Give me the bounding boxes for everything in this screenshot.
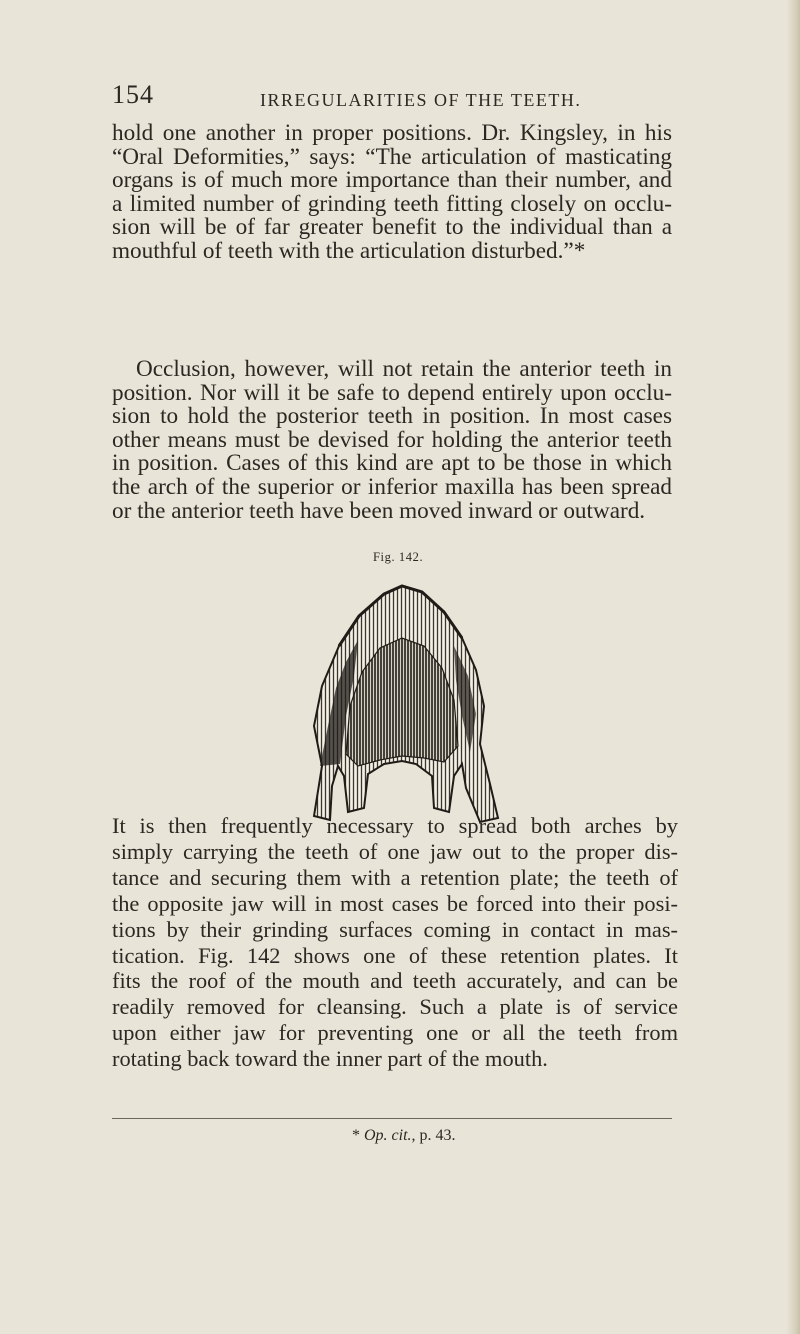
running-head: IRREGULARITIES OF THE TEETH.	[260, 90, 582, 110]
text-line: or the anterior teeth have been moved inward or outward.	[112, 497, 646, 524]
footnote-divider	[112, 1118, 672, 1119]
text-line: readily removed for cleansing. Such a plate is of service	[112, 994, 678, 1020]
text-line: sion to hold the posterior teeth in position. In most cases	[112, 403, 672, 430]
text-line: hold one another in proper positions. Dr. Kingsley, in his	[112, 120, 672, 146]
text-line: organs is of much more importance than their number, and	[112, 167, 672, 194]
footnote-page: , p. 43.	[411, 1127, 456, 1144]
page-header	[112, 80, 712, 120]
page-number: 154	[112, 80, 154, 109]
text-line: fits the roof of the mouth and teeth accurately, and can be	[112, 968, 678, 994]
text-line: tication. Fig. 142 shows one of these retention plates. It	[112, 942, 678, 968]
retention-plate-figure	[284, 576, 518, 826]
text-line: Occlusion, however, will not retain the anterior teeth in	[136, 356, 672, 382]
paragraph-2	[112, 358, 672, 523]
figure-caption: Fig. 142.	[373, 550, 424, 564]
text-line: other means must be devised for holding the anterior teeth	[112, 426, 672, 453]
text-line: simply carrying the teeth of one jaw out to the proper dis-	[112, 838, 678, 864]
text-line: It is then frequently necessary to spread both arches by	[112, 813, 678, 838]
text-line: position. Nor will it be safe to depend entirely upon occlu-	[112, 379, 672, 406]
text-line: a limited number of grinding teeth fitting closely on occlu-	[112, 190, 672, 217]
text-line: the opposite jaw will in most cases be forced into their posi-	[112, 890, 678, 916]
footnote-citation: Op. cit.	[364, 1127, 412, 1144]
text-line: in position. Cases of this kind are apt to be those in which	[112, 450, 672, 477]
text-line: tions by their grinding surfaces coming in contact in mas-	[112, 916, 678, 942]
footnote	[352, 1127, 456, 1145]
footnote-marker: *	[352, 1127, 364, 1144]
text-line: “Oral Deformities,” says: “The articulation of masticating	[112, 143, 672, 170]
text-line: upon either jaw for preventing one or all the teeth from	[112, 1020, 678, 1046]
text-line: mouthful of teeth with the articulation disturbed.”*	[112, 237, 586, 264]
page-edge	[786, 0, 800, 1334]
paragraph-3	[112, 813, 678, 1072]
text-line: rotating back toward the inner part of the mouth.	[112, 1046, 548, 1072]
paragraph-1	[112, 122, 672, 264]
text-line: tance and securing them with a retention plate; the teeth of	[112, 864, 678, 890]
text-line: the arch of the superior or inferior maxilla has been spread	[112, 473, 672, 500]
text-line: sion will be of far greater benefit to the individual than a	[112, 214, 672, 241]
